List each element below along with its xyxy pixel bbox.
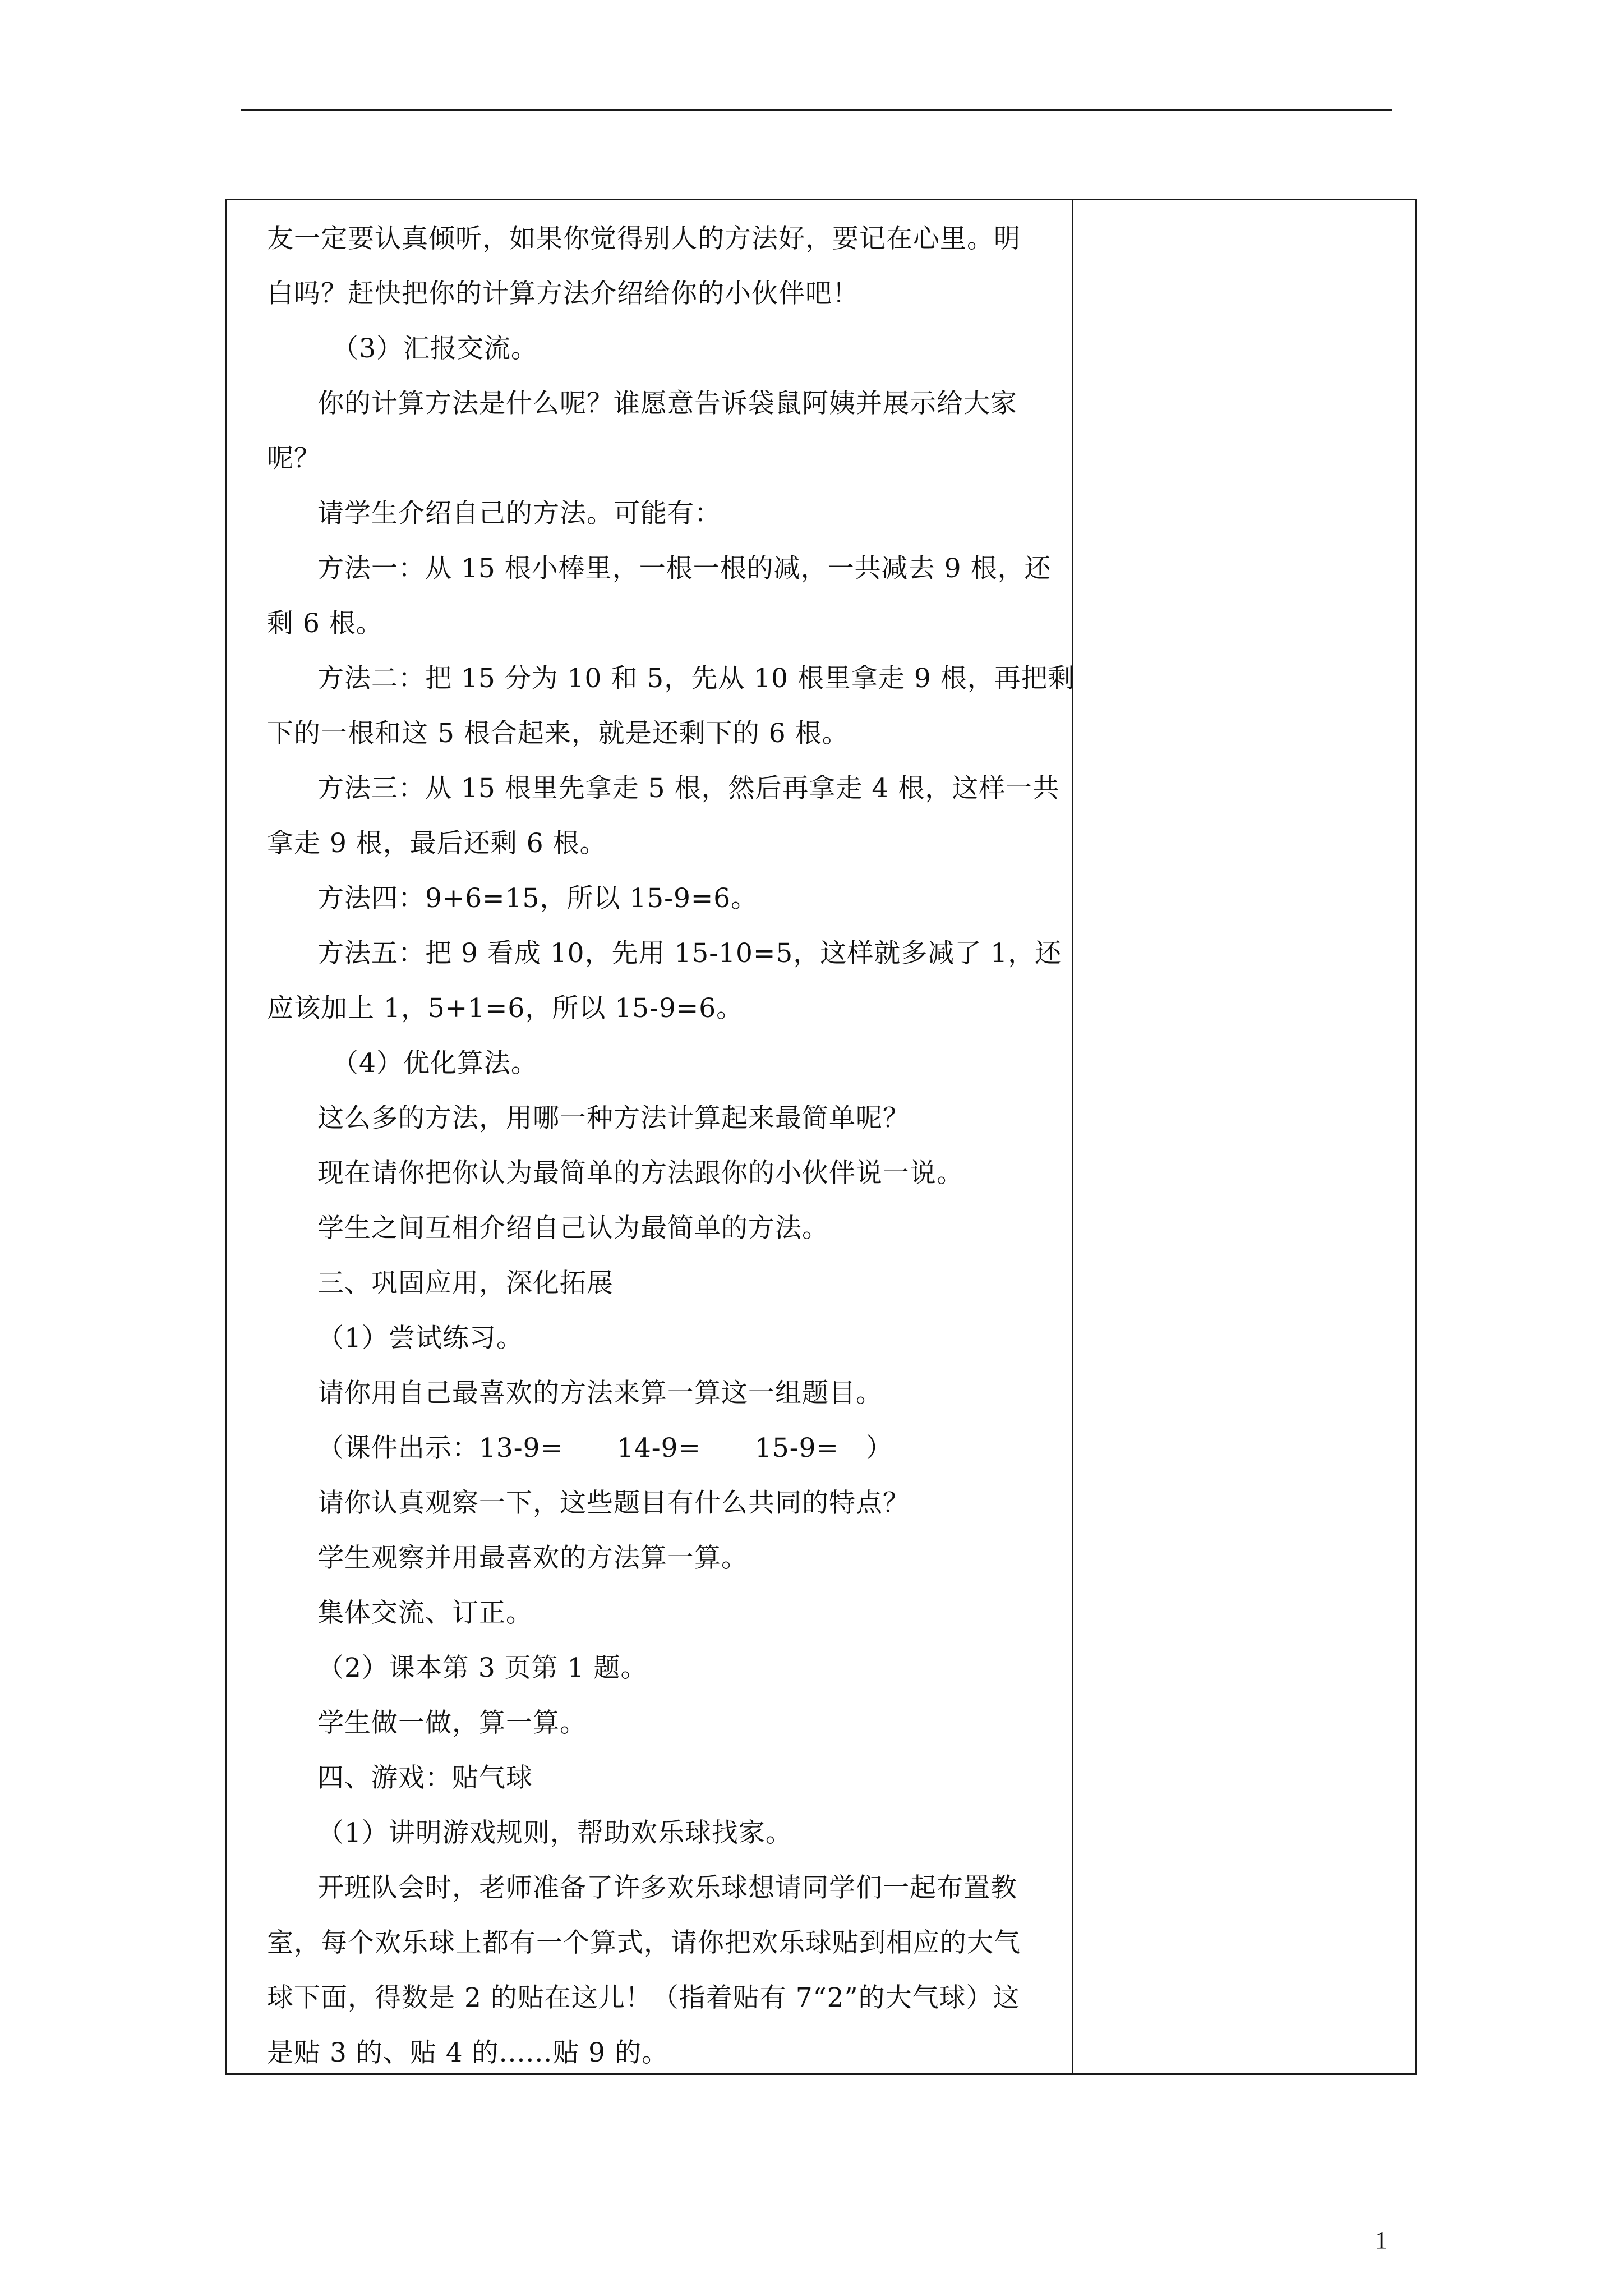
text-line: 白吗？赶快把你的计算方法介绍给你的小伙伴吧！ xyxy=(267,278,859,309)
text-line: 是贴 3 的、贴 4 的......贴 9 的。 xyxy=(267,2037,668,2068)
text-line: 下的一根和这 5 根合起来，就是还剩下的 6 根。 xyxy=(267,718,849,749)
text-line: 室，每个欢乐球上都有一个算式，请你把欢乐球贴到相应的大气 xyxy=(267,1927,1021,1958)
text-line: 请学生介绍自己的方法。可能有： xyxy=(317,498,721,529)
text-line: 拿走 9 根，最后还剩 6 根。 xyxy=(267,828,607,859)
text-line: 集体交流、订正。 xyxy=(317,1598,533,1628)
text-line: 友一定要认真倾听，如果你觉得别人的方法好，要记在心里。明 xyxy=(267,223,1021,254)
section-heading: 三、巩固应用，深化拓展 xyxy=(317,1268,614,1299)
text-line: 这么多的方法，用哪一种方法计算起来最简单呢？ xyxy=(317,1103,910,1134)
text-line: （3）汇报交流。 xyxy=(332,333,538,364)
text-line: 开班队会时，老师准备了许多欢乐球想请同学们一起布置教 xyxy=(317,1872,1017,1903)
text-line: 学生之间互相介绍自己认为最简单的方法。 xyxy=(317,1213,829,1244)
text-line: （课件出示：13-9= 14-9= 15-9= ） xyxy=(317,1433,893,1464)
text-line: （1）尝试练习。 xyxy=(317,1323,523,1354)
section-heading: 四、游戏：贴气球 xyxy=(317,1763,533,1793)
text-line: 球下面，得数是 2 的贴在这儿！（指着贴有 7“2”的大气球）这 xyxy=(267,1982,1020,2013)
text-line: 方法二：把 15 分为 10 和 5，先从 10 根里拿走 9 根，再把剩 xyxy=(317,663,1075,694)
text-line: 请你认真观察一下，这些题目有什么共同的特点？ xyxy=(317,1488,910,1519)
text-line: 方法四：9+6=15，所以 15-9=6。 xyxy=(317,883,758,914)
text-line: 呢？ xyxy=(267,443,321,474)
column-divider xyxy=(1072,200,1073,2073)
text-line: 方法五：把 9 看成 10，先用 15-10=5，这样就多减了 1，还 xyxy=(317,938,1062,969)
text-line: 你的计算方法是什么呢？谁愿意告诉袋鼠阿姨并展示给大家 xyxy=(317,388,1017,419)
text-line: 应该加上 1，5+1=6，所以 15-9=6。 xyxy=(267,993,744,1024)
text-line: 方法三：从 15 根里先拿走 5 根，然后再拿走 4 根，这样一共 xyxy=(317,773,1060,804)
text-line: （2）课本第 3 页第 1 题。 xyxy=(317,1653,648,1683)
page-number: 1 xyxy=(1375,2226,1387,2254)
text-line: 方法一：从 15 根小棒里，一根一根的减，一共减去 9 根，还 xyxy=(317,553,1052,584)
text-line: 现在请你把你认为最简单的方法跟你的小伙伴说一说。 xyxy=(317,1158,963,1189)
lesson-table xyxy=(225,199,1417,2075)
text-line: 请你用自己最喜欢的方法来算一算这一组题目。 xyxy=(317,1378,883,1409)
text-line: （1）讲明游戏规则，帮助欢乐球找家。 xyxy=(317,1818,792,1848)
text-line: 学生做一做，算一算。 xyxy=(317,1708,587,1738)
lesson-content-cell xyxy=(267,211,1075,2081)
text-line: 学生观察并用最喜欢的方法算一算。 xyxy=(317,1543,748,1573)
header-rule xyxy=(241,109,1392,111)
text-line: 剩 6 根。 xyxy=(267,608,383,639)
text-line: （4）优化算法。 xyxy=(332,1048,538,1079)
